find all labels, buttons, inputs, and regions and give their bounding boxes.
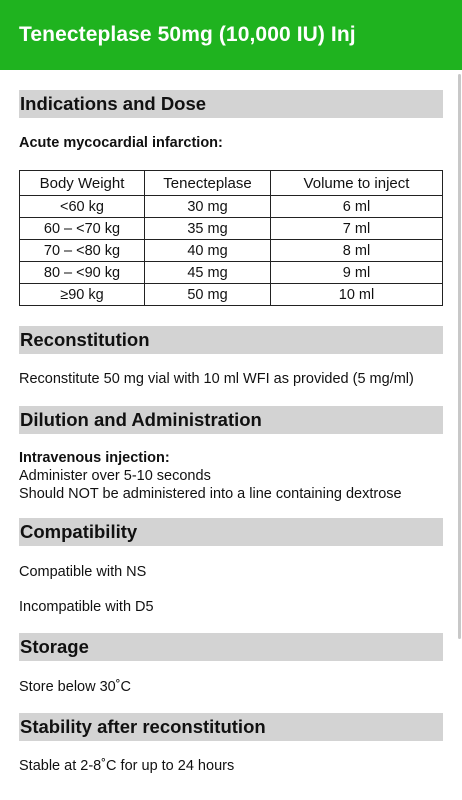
column-header: Body Weight bbox=[20, 171, 145, 196]
table-cell: 10 ml bbox=[271, 284, 443, 306]
storage-header: Storage bbox=[19, 633, 443, 661]
reconstitution-header: Reconstitution bbox=[19, 326, 443, 354]
table-row bbox=[20, 218, 443, 240]
table-cell: 30 mg bbox=[145, 196, 271, 218]
compatible-text: Compatible with NS bbox=[19, 564, 147, 580]
dilution-subheading: Intravenous injection: bbox=[19, 450, 170, 466]
reconstitution-text: Reconstitute 50 mg vial with 10 ml WFI as provided (5 mg/ml) bbox=[19, 371, 414, 387]
table-cell: ≥90 kg bbox=[20, 284, 145, 306]
incompatible-text: Incompatible with D5 bbox=[19, 599, 154, 615]
table-cell: 7 ml bbox=[271, 218, 443, 240]
column-header: Tenecteplase bbox=[145, 171, 271, 196]
stability-text: Stable at 2-8˚C for up to 24 hours bbox=[19, 758, 235, 774]
dilution-line-1: Administer over 5-10 seconds bbox=[19, 468, 211, 484]
table-cell: 35 mg bbox=[145, 218, 271, 240]
table-row bbox=[20, 284, 443, 306]
table-cell: <60 kg bbox=[20, 196, 145, 218]
indication-subheading: Acute mycocardial infarction: bbox=[19, 135, 223, 151]
page-title: Tenecteplase 50mg (10,000 IU) Inj bbox=[19, 23, 356, 46]
dilution-line-2: Should NOT be administered into a line containing dextrose bbox=[19, 486, 402, 502]
stability-header: Stability after reconstitution bbox=[19, 713, 443, 741]
table-header-row bbox=[20, 171, 443, 196]
storage-text: Store below 30˚C bbox=[19, 679, 132, 695]
scrollbar[interactable] bbox=[458, 74, 461, 639]
table-cell: 9 ml bbox=[271, 262, 443, 284]
compatibility-header: Compatibility bbox=[19, 518, 443, 546]
table-cell: 50 mg bbox=[145, 284, 271, 306]
app-bar bbox=[0, 0, 462, 70]
table-row bbox=[20, 196, 443, 218]
indications-header: Indications and Dose bbox=[19, 90, 443, 118]
table-row bbox=[20, 240, 443, 262]
table-row bbox=[20, 262, 443, 284]
dilution-header: Dilution and Administration bbox=[19, 406, 443, 434]
column-header: Volume to inject bbox=[271, 171, 443, 196]
table-cell: 60 – <70 kg bbox=[20, 218, 145, 240]
table-cell: 45 mg bbox=[145, 262, 271, 284]
dose-table bbox=[19, 170, 443, 306]
monograph-content[interactable] bbox=[0, 70, 462, 775]
table-cell: 80 – <90 kg bbox=[20, 262, 145, 284]
table-cell: 8 ml bbox=[271, 240, 443, 262]
table-cell: 40 mg bbox=[145, 240, 271, 262]
table-cell: 70 – <80 kg bbox=[20, 240, 145, 262]
table-cell: 6 ml bbox=[271, 196, 443, 218]
